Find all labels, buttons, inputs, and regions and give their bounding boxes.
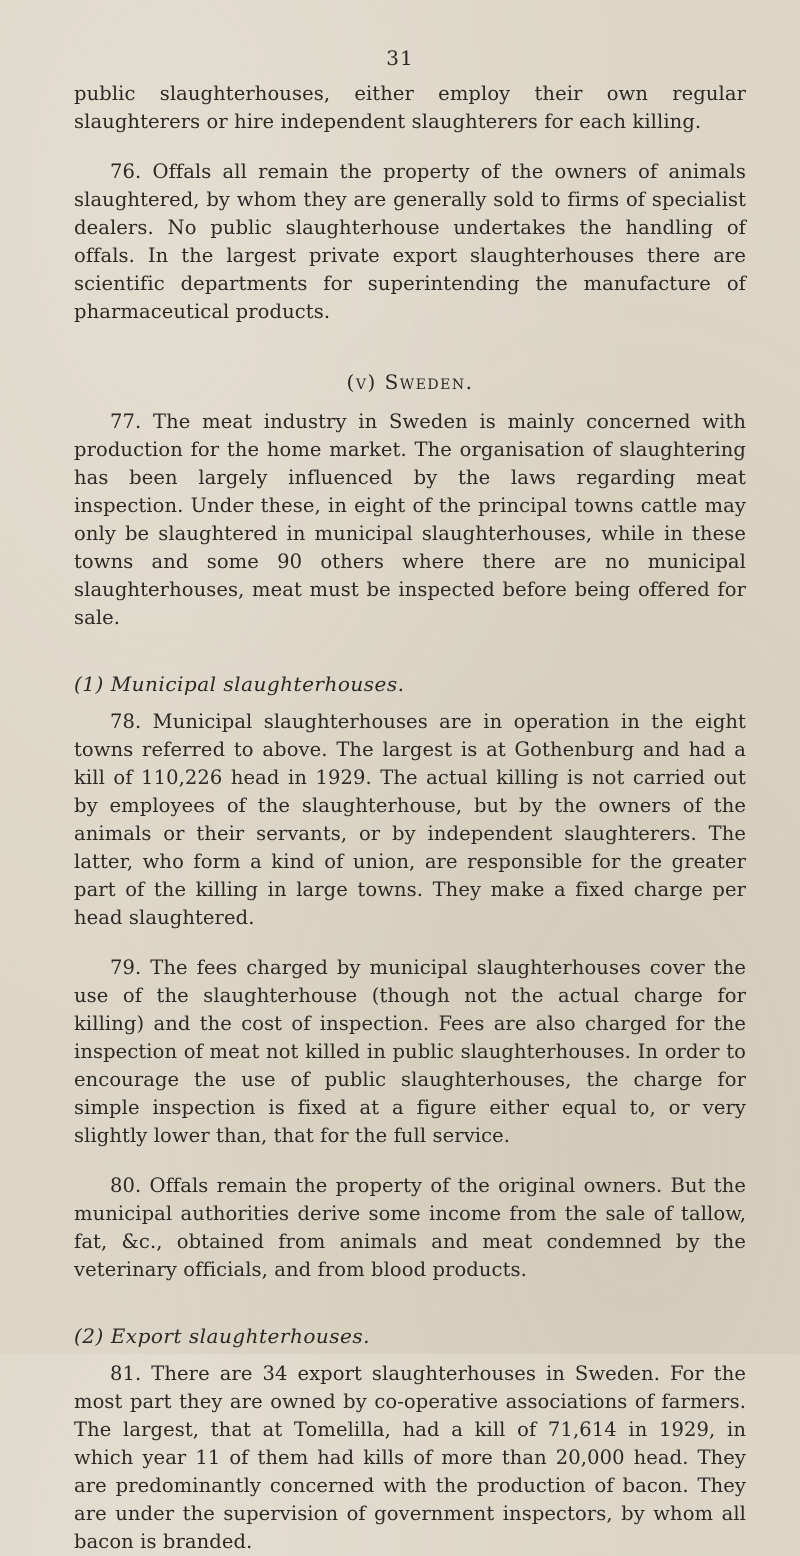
paragraph-77: 77. The meat industry in Sweden is mainly concerned with production for the home market. The organisation of slaughtering has been largely influenced by the laws regarding meat inspection. Under these, in eight of the principal towns cattle may only be slaughtered in municipal slaughterhouses, while in these towns and some 90 others where there are no municipal slaughterhouses, meat must be inspected before being offered for sale. — [74, 410, 746, 629]
section-heading-sweden: (v) Sweden. — [346, 370, 474, 394]
paragraph-76: 76. Offals all remain the property of the owners of animals slaughtered, by whom they are generally sold to firms of specialist dealers. No public slaughterhouse undertakes the handling of offals. In the largest private export slaughterhouses there are scientific departments for superintending the manufacture of pharmaceutical products. — [74, 160, 746, 323]
page-number: 31 — [386, 46, 414, 70]
page-body — [74, 80, 746, 1556]
paragraph-80: 80. Offals remain the property of the original owners. But the municipal authorities derive some income from the sale of tallow, fat, &c., obtained from animals and meat condemned by the veterinary officials, and from blood products. — [74, 1174, 746, 1281]
paragraph-78: 78. Municipal slaughterhouses are in operation in the eight towns referred to above. The largest is at Gothenburg and had a kill of 110,226 head in 1929. The actual killing is not carried out by employees of the slaughterhouse, but by the owners of the animals or their servants, or by independent slaughterers. The latter, who form a kind of union, are responsible for the greater part of the killing in large towns. They make a fixed charge per head slaughtered. — [74, 710, 746, 929]
paragraph-81: 81. There are 34 export slaughterhouses in Sweden. For the most part they are owned by co-operative associations of farmers. The largest, that at Tomelilla, had a kill of 71,614 in 1929, in which year 11 of them had kills of more than 20,000 head. They are predominantly concerned with the production of bacon. They are under the supervision of government inspectors, by whom all bacon is branded. — [74, 1362, 746, 1553]
paragraph-continuation: public slaughterhouses, either employ their own regular slaughterers or hire independent slaughterers for each killing. — [74, 82, 746, 133]
subheading-export-slaughterhouses: (2) Export slaughterhouses. — [74, 1324, 370, 1348]
subheading-municipal-slaughterhouses: (1) Municipal slaughterhouses. — [74, 672, 405, 696]
paragraph-79: 79. The fees charged by municipal slaughterhouses cover the use of the slaughterhouse (though not the actual charge for killing) and the cost of inspection. Fees are also charged for the inspection of meat not killed in public slaughterhouses. In order to encourage the use of public slaughterhouses, the charge for simple inspection is fixed at a figure either equal to, or very slightly lower than, that for the full service. — [74, 956, 746, 1147]
